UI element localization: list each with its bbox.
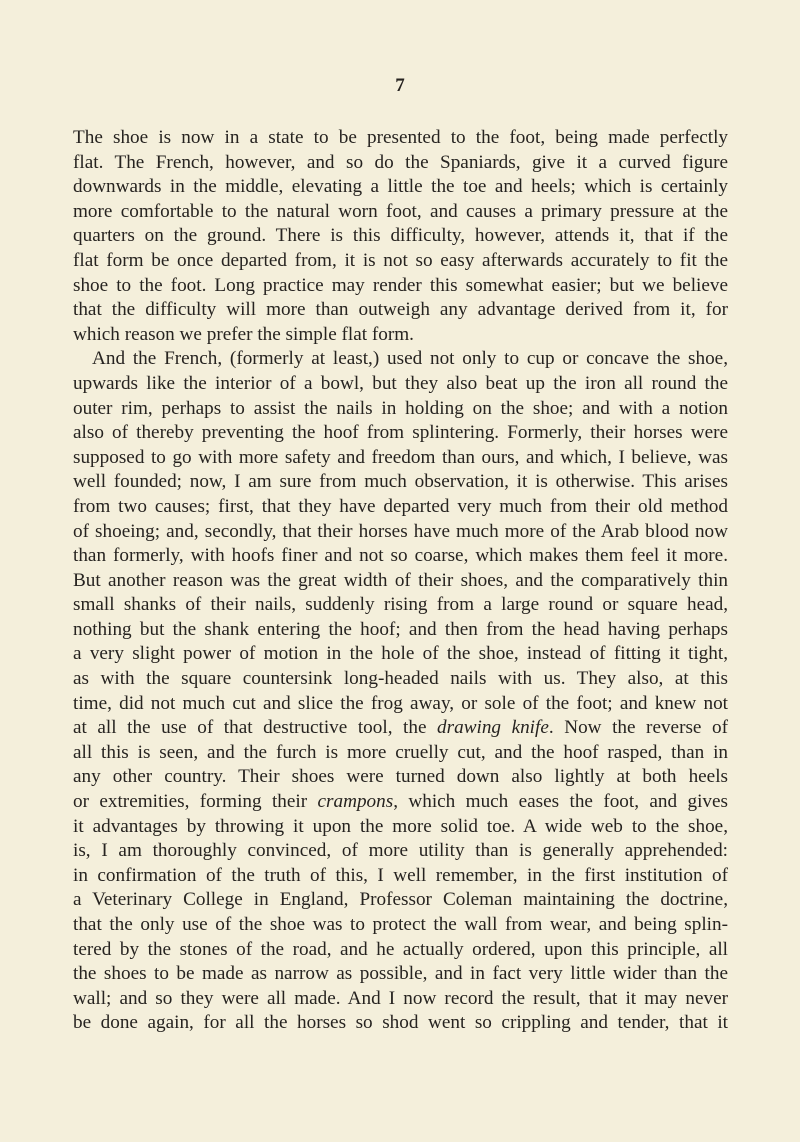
text-line <box>73 716 728 741</box>
text-line: upwards like the interior of a bowl, but they also beat up the iron all round the <box>73 372 728 394</box>
text-line: a Veterinary College in England, Professor Coleman maintaining the doctrine, <box>73 889 728 911</box>
text-segment: . Now the reverse of <box>548 717 728 739</box>
paragraph-1 <box>73 126 728 347</box>
text-line: than formerly, with hoofs finer and not so coarse, which makes them feel it more. <box>73 545 728 567</box>
text-line: it advantages by throwing it upon the more solid toe. A wide web to the shoe, <box>73 815 728 837</box>
text-line: But another reason was the great width of their shoes, and the comparatively thin <box>73 569 728 591</box>
text-line: quarters on the ground. There is this difficulty, however, attends it, that if the <box>73 225 728 247</box>
paragraph-2 <box>73 347 728 1036</box>
text-line <box>73 790 728 815</box>
text-line: the shoes to be made as narrow as possible, and in fact very little wider than the <box>73 963 728 985</box>
text-line: from two causes; first, that they have departed very much from their old method <box>73 495 728 517</box>
body-text <box>73 126 728 1036</box>
text-line: downwards in the middle, elevating a little the toe and heels; which is certainly <box>73 176 728 198</box>
text-line: The shoe is now in a state to be presented to the foot, being made perfectly <box>73 127 728 148</box>
text-line: of shoeing; and, secondly, that their horses have much more of the Arab blood now <box>73 520 728 542</box>
text-line: in confirmation of the truth of this, I well remember, in the first institution of <box>73 864 728 886</box>
text-line: flat form be once departed from, it is not so easy afterwards accurately to fit the <box>73 249 728 271</box>
text-line: be done again, for all the horses so shod went so crippling and tender, that it <box>73 1012 728 1034</box>
text-line: any other country. Their shoes were turned down also lightly at both heels <box>73 766 728 788</box>
text-line: as with the square countersink long-headed nails with us. They also, at this <box>73 668 728 690</box>
text-segment: at all the use of that destructive tool, the <box>73 717 438 739</box>
text-line: that the only use of the shoe was to protect the wall from wear, and being splin- <box>73 914 728 935</box>
text-line: all this is seen, and the furch is more cruelly cut, and the hoof rasped, than in <box>73 741 728 763</box>
text-line: nothing but the shank entering the hoof; and then from the head having perhaps <box>73 618 728 640</box>
italic-term-drawing-knife: drawing knife <box>437 717 549 739</box>
text-line: that the difficulty will more than outweigh any advantage derived from it, for <box>73 299 728 321</box>
text-line: small shanks of their nails, suddenly rising from a large round or square head, <box>73 594 728 616</box>
text-line: a very slight power of motion in the hole of the shoe, instead of fitting it tight, <box>73 643 728 665</box>
text-line: flat. The French, however, and so do the Spaniards, give it a curved figure <box>73 151 728 173</box>
text-segment: or extremities, forming their <box>73 791 318 813</box>
text-line: shoe to the foot. Long practice may render this somewhat easier; but we believe <box>73 274 728 296</box>
text-line: also of thereby preventing the hoof from splintering. Formerly, their horses were <box>73 422 728 444</box>
text-line: outer rim, perhaps to assist the nails in holding on the shoe; and with a notion <box>73 397 728 419</box>
text-line: well founded; now, I am sure from much observation, it is otherwise. This arises <box>73 471 728 493</box>
page-number: 7 <box>395 75 405 96</box>
text-line: wall; and so they were all made. And I now record the result, that it may never <box>73 987 728 1009</box>
text-line: time, did not much cut and slice the frog away, or sole of the foot; and knew not <box>73 692 728 714</box>
text-line: more comfortable to the natural worn foot, and causes a primary pressure at the <box>73 200 728 222</box>
text-line: tered by the stones of the road, and he actually ordered, upon this principle, all <box>73 938 728 960</box>
text-line: And the French, (formerly at least,) used not only to cup or concave the shoe, <box>92 348 728 370</box>
text-segment: , which much eases the foot, and gives <box>393 791 728 813</box>
text-line: which reason we prefer the simple flat form. <box>73 323 414 345</box>
text-line: is, I am thoroughly convinced, of more utility than is generally apprehended: <box>73 840 728 862</box>
text-line: supposed to go with more safety and freedom than ours, and which, I believe, was <box>73 446 728 468</box>
italic-term-crampons: crampons <box>317 791 394 813</box>
